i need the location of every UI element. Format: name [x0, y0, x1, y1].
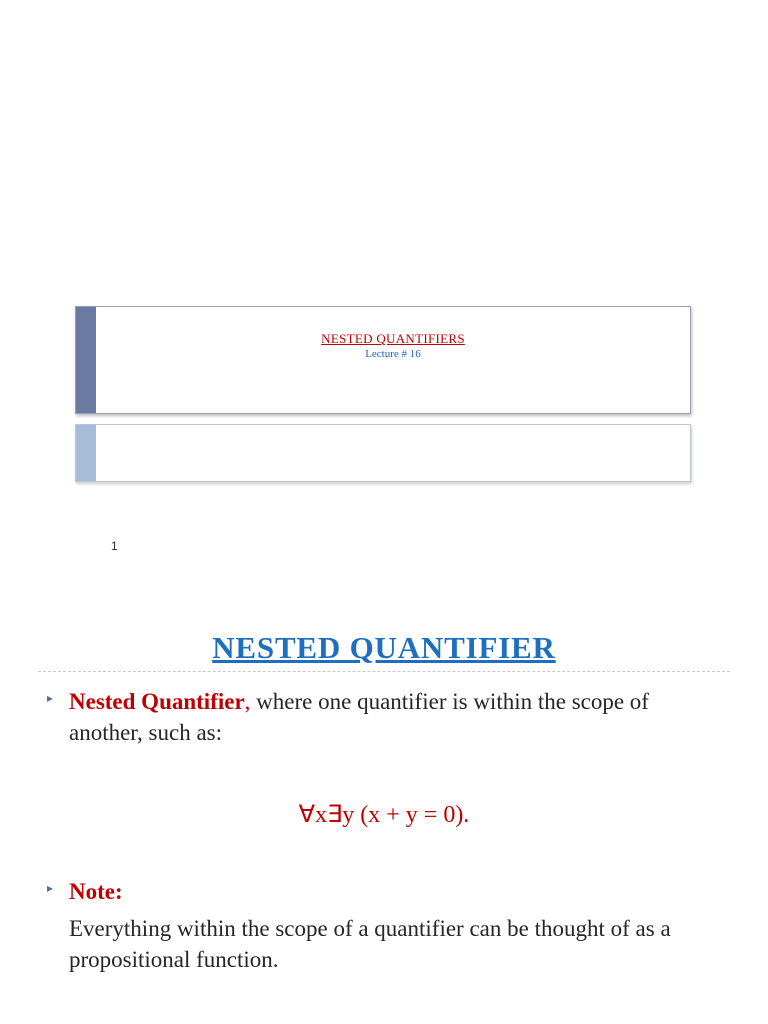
note-label: Note: [69, 879, 123, 904]
bullet-arrow-icon: ▸ [47, 691, 54, 705]
slide-title: NESTED QUANTIFIERS [321, 331, 465, 346]
note-description: Everything within the scope of a quantifier can be thought of as a propositional function. [69, 916, 671, 972]
title-placeholder-box [75, 306, 691, 414]
content-heading: NESTED QUANTIFIER [212, 630, 556, 665]
title-text-group [96, 331, 690, 360]
page-number: 1 [111, 539, 118, 553]
slide-subtitle: Lecture # 16 [365, 348, 421, 360]
term-comma: , [244, 689, 251, 714]
title-accent-bar [76, 307, 96, 413]
subtitle-placeholder-box [75, 424, 691, 482]
bullet-arrow-icon-2: ▸ [47, 881, 54, 895]
bullet-nested-quantifier [69, 686, 709, 748]
heading-divider [38, 671, 730, 672]
subtitle-accent-bar [76, 425, 96, 481]
quantifier-formula: ∀x∃y (x + y = 0). [298, 802, 470, 828]
bullet-note [69, 876, 123, 907]
bullet1-description: where one quantifier is within the scope of another, such as: [69, 689, 649, 745]
term-nested-quantifier: Nested Quantifier [69, 689, 245, 714]
